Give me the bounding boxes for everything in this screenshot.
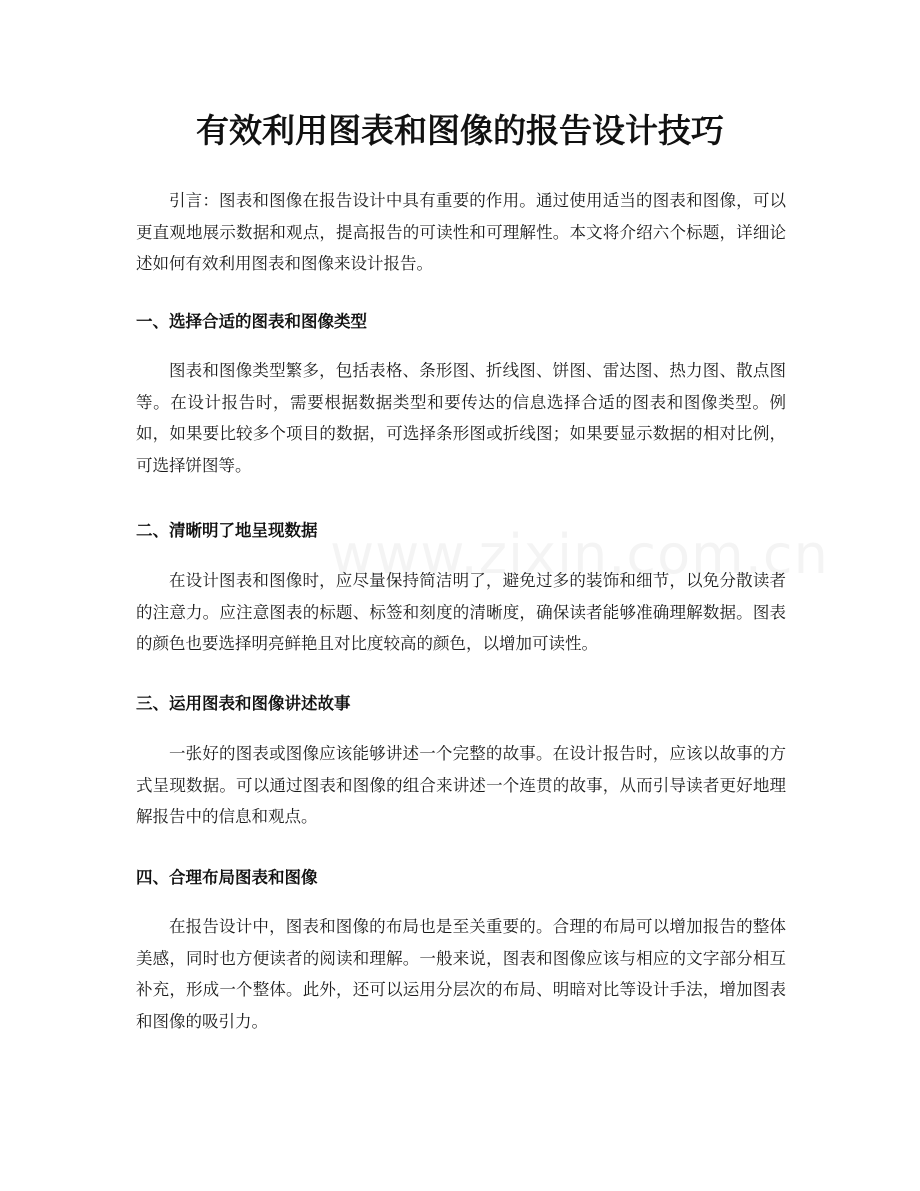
document-title: 有效利用图表和图像的报告设计技巧 xyxy=(196,111,724,150)
section-body-4: 在报告设计中，图表和图像的布局也是至关重要的。合理的布局可以增加报告的整体美感，同时也方便读者的阅读和理解。一般来说，图表和图像应该与相应的文字部分相互补充，形成一个整体。此外，还可以运用分层次的布局、明暗对比等设计手法，增加图表和图像的吸引力。 xyxy=(136,917,786,1031)
intro-paragraph: 引言：图表和图像在报告设计中具有重要的作用。通过使用适当的图表和图像，可以更直观地展示数据和观点，提高报告的可读性和可理解性。本文将介绍六个标题，详细论述如何有效利用图表和图像来设计报告。 xyxy=(136,191,786,273)
section-heading-1: 一、选择合适的图表和图像类型 xyxy=(136,312,367,331)
section-heading-2: 二、清晰明了地呈现数据 xyxy=(136,521,318,540)
section-body-1: 图表和图像类型繁多，包括表格、条形图、折线图、饼图、雷达图、热力图、散点图等。在设计报告时，需要根据数据类型和要传达的信息选择合适的图表和图像类型。例如，如果要比较多个项目的数据，可选择条形图或折线图；如果要显示数据的相对比例，可选择饼图等。 xyxy=(136,361,786,475)
section-body-2: 在设计图表和图像时，应尽量保持简洁明了，避免过多的装饰和细节，以免分散读者的注意力。应注意图表的标题、标签和刻度的清晰度，确保读者能够准确理解数据。图表的颜色也要选择明亮鲜艳且对比度较高的颜色，以增加可读性。 xyxy=(136,571,786,653)
section-heading-4: 四、合理布局图表和图像 xyxy=(136,868,318,887)
section-heading-3: 三、运用图表和图像讲述故事 xyxy=(136,694,351,713)
section-body-3: 一张好的图表或图像应该能够讲述一个完整的故事。在设计报告时，应该以故事的方式呈现数据。可以通过图表和图像的组合来讲述一个连贯的故事，从而引导读者更好地理解报告中的信息和观点。 xyxy=(136,744,786,826)
